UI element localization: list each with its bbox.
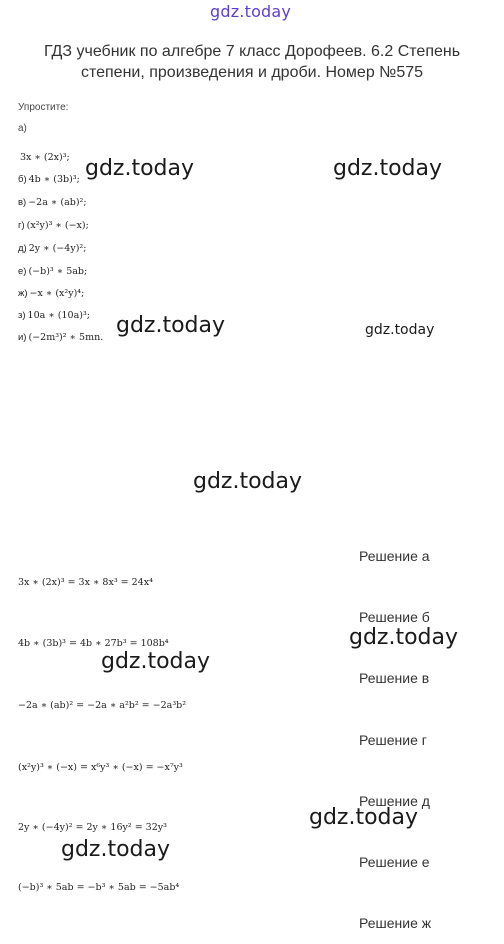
- task-item-z: з) 10a ∗ (10a)³;: [18, 310, 90, 321]
- task-item-b: б) 4b ∗ (3b)³;: [18, 174, 80, 185]
- task-item-e: е) (−b)³ ∗ 5ab;: [18, 266, 88, 277]
- watermark-logo: gdz.today: [116, 313, 226, 338]
- watermark-logo: gdz.today: [101, 649, 211, 674]
- solution-equation-e: (−b)³ ∗ 5ab = −b³ ∗ 5ab = −5ab⁴: [18, 882, 180, 893]
- task-item-g: г) (x²y)³ ∗ (−x);: [18, 220, 89, 231]
- watermark-logo: gdz.today: [85, 156, 195, 181]
- site-logo[interactable]: gdz.today: [210, 2, 292, 21]
- solution-equation-d: 2y ∗ (−4y)² = 2y ∗ 16y² = 32y³: [18, 822, 167, 833]
- solution-equation-a: 3x ∗ (2x)³ = 3x ∗ 8x³ = 24x⁴: [18, 577, 153, 588]
- task-item-zh: ж) −x ∗ (x²y)⁴;: [18, 288, 85, 299]
- task-item-v: в) −2a ∗ (ab)²;: [18, 197, 87, 208]
- solution-heading-v: Решение в: [359, 670, 430, 686]
- watermark-logo: gdz.today: [61, 837, 171, 862]
- solution-heading-g: Решение г: [359, 732, 427, 748]
- task-part-a-label: а): [18, 123, 27, 134]
- watermark-logo: gdz.today: [349, 625, 459, 650]
- solution-heading-zh: Решение ж: [359, 915, 432, 931]
- solution-heading-b: Решение б: [359, 609, 430, 625]
- watermark-logo: gdz.today: [333, 156, 443, 181]
- task-item-a: 3x ∗ (2x)³;: [20, 152, 70, 163]
- page-title-line2: степени, произведения и дроби. Номер №575: [80, 64, 424, 81]
- watermark-logo: gdz.today: [309, 805, 419, 830]
- page-title-line1: ГДЗ учебник по алгебре 7 класс Дорофеев. 6.2 Степень: [43, 43, 461, 60]
- watermark-logo: gdz.today: [193, 469, 303, 494]
- solution-heading-d: Решение д: [359, 793, 430, 809]
- watermark-logo: gdz.today: [365, 322, 435, 338]
- task-item-i: и) (−2m³)² ∗ 5mn.: [18, 332, 104, 343]
- solution-equation-b: 4b ∗ (3b)³ = 4b ∗ 27b³ = 108b⁴: [18, 638, 169, 649]
- task-item-d: д) 2y ∗ (−4y)²;: [18, 243, 87, 254]
- solution-equation-v: −2a ∗ (ab)² = −2a ∗ a²b² = −2a³b²: [18, 700, 187, 711]
- solution-equation-g: (x²y)³ ∗ (−x) = x⁶y³ ∗ (−x) = −x⁷y³: [18, 762, 183, 773]
- solution-heading-e: Решение е: [359, 854, 430, 870]
- task-instruction: Упростите:: [18, 102, 69, 113]
- solution-heading-a: Решение а: [359, 548, 430, 564]
